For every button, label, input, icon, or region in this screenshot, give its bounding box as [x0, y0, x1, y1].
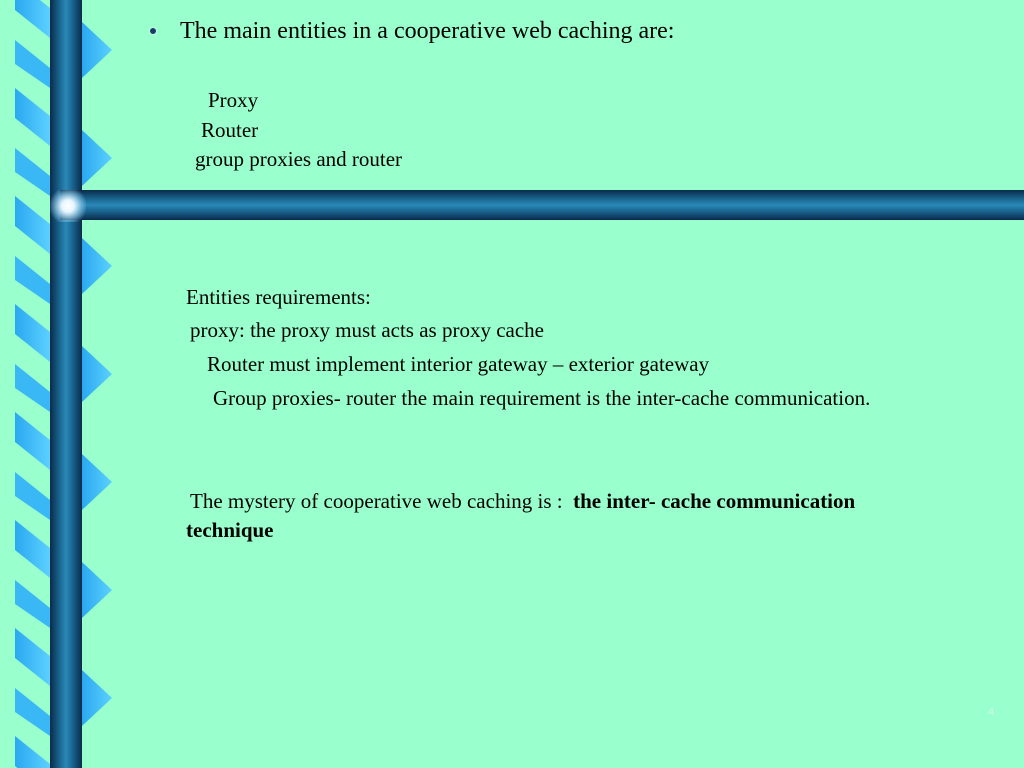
chevron-band — [15, 628, 50, 686]
chevron-band — [15, 40, 50, 88]
requirement-router: Router must implement interior gateway – exterior gateway — [207, 352, 710, 376]
chevron-band — [15, 256, 50, 304]
main-point: The main entities in a cooperative web caching are: — [180, 18, 675, 44]
chevron-arrow — [82, 670, 112, 726]
chevron-arrow — [82, 454, 112, 510]
chevron-arrow — [82, 346, 112, 402]
requirement-proxy: proxy: the proxy must acts as proxy cache — [190, 318, 544, 342]
chevron-arrow — [82, 238, 112, 294]
mystery-highlight-cont: technique — [186, 518, 274, 542]
chevron-band — [15, 412, 50, 470]
bullet-icon — [150, 28, 156, 34]
chevron-band — [15, 580, 50, 628]
chevron-band — [15, 364, 50, 412]
chevron-band — [15, 736, 50, 768]
chevron-band — [15, 304, 50, 362]
chevron-arrow — [82, 562, 112, 618]
bar-highlight — [50, 190, 86, 222]
entity-group: group proxies and router — [195, 147, 403, 171]
page-number: 4 — [988, 706, 995, 718]
chevron-band — [15, 196, 50, 254]
chevron-arrow — [82, 22, 112, 78]
requirements-heading: Entities requirements: — [186, 285, 371, 309]
mystery-prefix: The mystery of cooperative web caching is : — [190, 489, 563, 513]
left-decorative-border — [0, 0, 115, 768]
entity-proxy: Proxy — [208, 88, 259, 112]
chevron-arrow — [82, 130, 112, 186]
chevron-band — [15, 0, 50, 38]
chevron-band — [15, 688, 50, 736]
entity-router: Router — [201, 118, 259, 142]
chevron-band — [15, 520, 50, 578]
vertical-bar — [50, 0, 82, 768]
horizontal-divider-bar — [60, 190, 1024, 220]
requirement-group: Group proxies- router the main requirement is the inter-cache communication. — [213, 386, 871, 410]
mystery-highlight: the inter- cache communication — [573, 489, 856, 513]
chevron-band — [15, 472, 50, 520]
chevron-band — [15, 88, 50, 146]
mystery-line — [190, 489, 855, 514]
chevron-band — [15, 148, 50, 196]
